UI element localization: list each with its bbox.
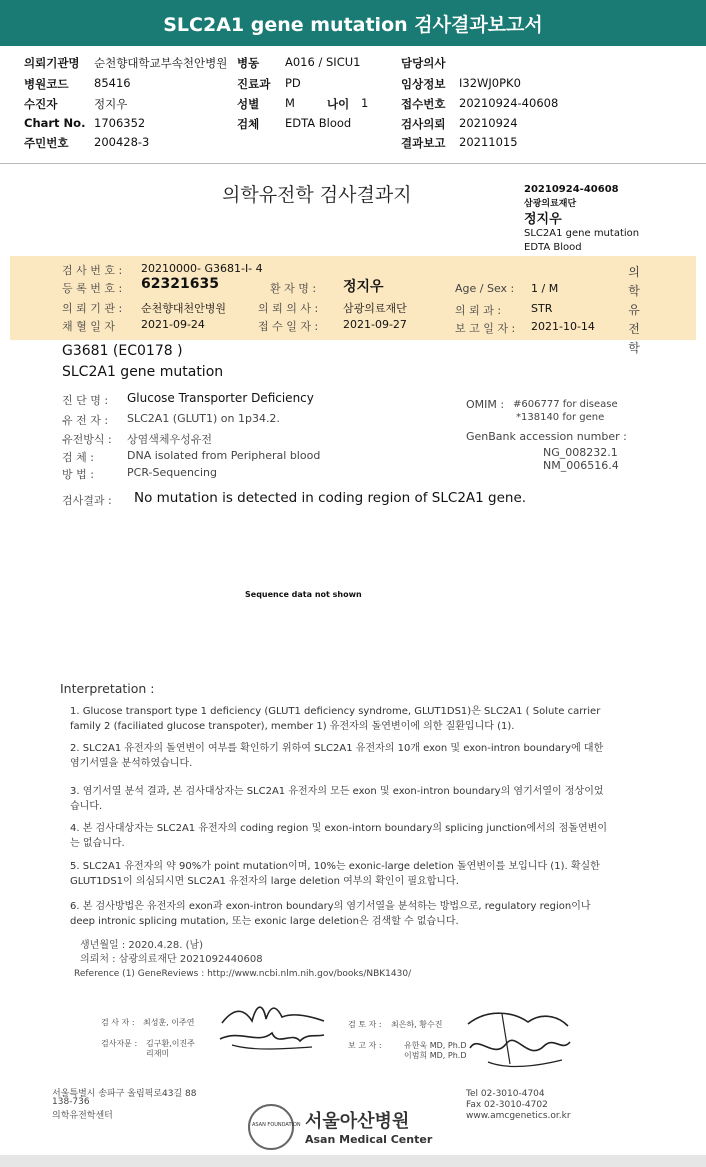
- top-name: 정지우: [524, 212, 562, 227]
- website: www.amcgenetics.or.kr: [466, 1111, 571, 1121]
- report-date-label-2: 보 고 일 자 :: [455, 322, 516, 335]
- test-no: 20210000- G3681-I- 4: [141, 262, 263, 275]
- top-receipt: 20210924-40608: [524, 184, 619, 195]
- doctor-label: 담당의사: [401, 56, 446, 70]
- interp-item: 5. SLC2A1 유전자의 약 90%가 point mutation이며, 10%는 exonic-large deletion 돌연변이를 보입니다 (1). 확실한 GLUT1DS1이 의심되시면 SLC2A1 유전자의 large deletion 여부의 확인이 필요합니다.: [70, 861, 600, 887]
- signature-image-right: [458, 1004, 576, 1074]
- hospital-code-value: 85416: [94, 76, 131, 90]
- info-dept: STR: [531, 302, 553, 315]
- fax: Fax 02-3010-4702: [466, 1100, 548, 1110]
- interp-title: Interpretation :: [60, 681, 155, 696]
- id-label: 주민번호: [24, 136, 69, 150]
- top-specimen: EDTA Blood: [524, 242, 582, 253]
- receipt-no-value: 20210924-40608: [459, 96, 559, 110]
- reporter-2: 이범희 MD, Ph.D: [404, 1051, 467, 1060]
- gene: SLC2A1 (GLUT1) on 1p34.2.: [127, 412, 280, 425]
- institution-label: 의뢰기관명: [24, 56, 80, 70]
- omim-label: OMIM :: [466, 398, 505, 411]
- inst: 순천향대천안병원: [141, 302, 227, 315]
- info-patient: 정지우: [343, 279, 384, 295]
- top-test: SLC2A1 gene mutation: [524, 228, 640, 239]
- method-label: 방 법 :: [62, 468, 94, 481]
- dept-label: 진료과: [237, 77, 271, 91]
- clinical-info-label: 임상정보: [401, 77, 446, 91]
- header-divider: [0, 163, 706, 164]
- hospital-code-label: 병원코드: [24, 77, 69, 91]
- logo-text: ASAN FOUNDATION: [252, 1122, 301, 1128]
- patient-label: 수진자: [24, 97, 58, 111]
- clinical-info-value: I32WJ0PK0: [459, 76, 521, 90]
- top-org: 삼광의료재단: [524, 199, 577, 209]
- checker: 최은하, 황수진: [391, 1020, 443, 1029]
- requester: 삼광의료재단: [343, 302, 407, 315]
- signature-image-left: [212, 993, 330, 1057]
- specimen-label-2: 검 체 :: [62, 451, 94, 464]
- reporter-1: 유한욱 MD, Ph.D: [404, 1041, 467, 1050]
- hospital-name-en: Asan Medical Center: [305, 1133, 433, 1146]
- collect-label: 채 혈 일 자: [62, 320, 115, 333]
- chart-value: 1706352: [94, 116, 146, 130]
- omim-1: #606777 for disease: [513, 399, 618, 410]
- result: No mutation is detected in coding region of SLC2A1 gene.: [134, 490, 527, 506]
- ward-value: A016 / SICU1: [285, 55, 361, 69]
- inst-label: 의 뢰 기 관 :: [62, 302, 123, 315]
- age-value: 1: [361, 96, 369, 110]
- interp-item: 6. 본 검사방법은 유전자의 exon과 exon-intron boundary의 염기서열을 분석하는 방법으로, regulatory region이나 deep intronic splicing mutation, 또는 exonic large deletion은 검색할 수 없습니다.: [70, 901, 591, 927]
- report-date-value: 20211015: [459, 135, 518, 149]
- test-code: G3681 (EC0178 ): [62, 343, 183, 359]
- specimen-label: 검체: [237, 117, 260, 131]
- diag: Glucose Transporter Deficiency: [127, 391, 314, 405]
- reporter-label: 보 고 자 :: [348, 1041, 382, 1050]
- advisor-2: 리재미: [146, 1049, 170, 1058]
- tel: Tel 02-3010-4704: [466, 1089, 545, 1099]
- receipt-label: 접 수 일 자 :: [258, 320, 319, 333]
- age-label: 나이: [327, 97, 350, 111]
- vertical-char: 학: [628, 284, 640, 298]
- institution-value: 순천향대학교부속천안병원: [94, 56, 228, 70]
- patient-value: 정지우: [94, 97, 128, 111]
- checker-label: 검 토 자 :: [348, 1020, 382, 1029]
- request-date-value: 20210924: [459, 116, 518, 130]
- genbank-1: NG_008232.1: [543, 446, 618, 459]
- collect: 2021-09-24: [141, 318, 205, 331]
- vertical-char: 학: [628, 341, 640, 355]
- specimen-2: DNA isolated from Peripheral blood: [127, 449, 321, 462]
- address-1: 서울특별시 송파구 올림픽로43길 88: [52, 1089, 197, 1099]
- dept-value: PD: [285, 76, 301, 90]
- advisor-1: 김구환,이진주: [146, 1039, 195, 1048]
- bottom-strip: [0, 1155, 706, 1167]
- vertical-char: 전: [628, 322, 640, 336]
- birth-line: 생년월일 : 2020.4.28. (남): [80, 940, 204, 951]
- receipt: 2021-09-27: [343, 318, 407, 331]
- address-2: 138-736: [52, 1097, 90, 1107]
- sex-value: M: [285, 96, 295, 110]
- vertical-char: 의: [628, 265, 640, 279]
- genbank-2: NM_006516.4: [543, 459, 619, 472]
- interp-item: 4. 본 검사대상자는 SLC2A1 유전자의 coding region 및 exon-intorn boundary의 splicing junction에서의 점돌연변이는 없습니다.: [70, 823, 607, 849]
- id-value: 200428-3: [94, 135, 150, 149]
- test-name: SLC2A1 gene mutation: [62, 364, 224, 380]
- omim-2: *138140 for gene: [516, 412, 605, 423]
- interp-item: 2. SLC2A1 유전자의 돌연변이 여부를 확인하기 위하여 SLC2A1 유전자의 10개 exon 및 exon-intron boundary에 대한 염기서열을 분석하였습니다.: [70, 743, 604, 769]
- report-date-2: 2021-10-14: [531, 320, 595, 333]
- vertical-char: 유: [628, 303, 640, 317]
- tester: 최성훈, 이주연: [143, 1018, 195, 1027]
- reference-line: Reference (1) GeneReviews : http://www.ncbi.nlm.nih.gov/books/NBK1430/: [74, 969, 412, 979]
- report-title: SLC2A1 gene mutation 검사결과보고서: [0, 0, 706, 46]
- doc-title: 의학유전학 검사결과지: [222, 184, 412, 206]
- inherit-label: 유전방식 :: [62, 433, 112, 446]
- advisor-label: 검사자문 :: [101, 1039, 138, 1048]
- diag-label: 진 단 명 :: [62, 394, 109, 407]
- requester-label: 의 뢰 의 사 :: [258, 302, 319, 315]
- interp-item: 1. Glucose transport type 1 deficiency (GLUT1 deficiency syndrome, GLUT1DS1)은 SLC2A1 ( Solute carrier family 2 (faciliated glucose transpoter), member 1) 유전자의 돌연변이에 의한 질환입니다 (1).: [70, 706, 601, 732]
- sequence-note: Sequence data not shown: [245, 590, 362, 599]
- requester-line: 의뢰처 : 삼광의료재단 2021092440608: [80, 954, 263, 965]
- request-date-label: 검사의뢰: [401, 117, 446, 131]
- interp-item: 3. 염기서열 분석 결과, 본 검사대상자는 SLC2A1 유전자의 모든 exon 및 exon-intron boundary의 염기서열이 정상이었습니다.: [70, 786, 604, 812]
- genbank-label: GenBank accession number :: [466, 430, 627, 443]
- hospital-name-kr: 서울아산병원: [305, 1111, 410, 1132]
- test-no-label: 검 사 번 호 :: [62, 264, 123, 277]
- ward-label: 병동: [237, 56, 260, 70]
- specimen-value: EDTA Blood: [285, 116, 352, 130]
- reg-no: 62321635: [141, 276, 219, 292]
- sex-label: 성별: [237, 97, 260, 111]
- address-3: 의학유전학센터: [52, 1111, 113, 1121]
- age-sex: 1 / M: [531, 282, 559, 295]
- gene-label: 유 전 자 :: [62, 414, 109, 427]
- info-patient-label: 환 자 명 :: [270, 282, 317, 295]
- inherit: 상염색체우성유전: [127, 433, 213, 446]
- report-date-label: 결과보고: [401, 136, 446, 150]
- info-dept-label: 의 뢰 과 :: [455, 304, 502, 317]
- result-label: 검사결과 :: [62, 494, 112, 507]
- receipt-no-label: 접수번호: [401, 97, 446, 111]
- age-sex-label: Age / Sex :: [455, 282, 515, 295]
- vertical-label: [627, 263, 641, 358]
- chart-label: Chart No.: [24, 116, 86, 130]
- tester-label: 검 사 자 :: [101, 1018, 135, 1027]
- method: PCR-Sequencing: [127, 466, 217, 479]
- reg-no-label: 등 록 번 호 :: [62, 282, 123, 295]
